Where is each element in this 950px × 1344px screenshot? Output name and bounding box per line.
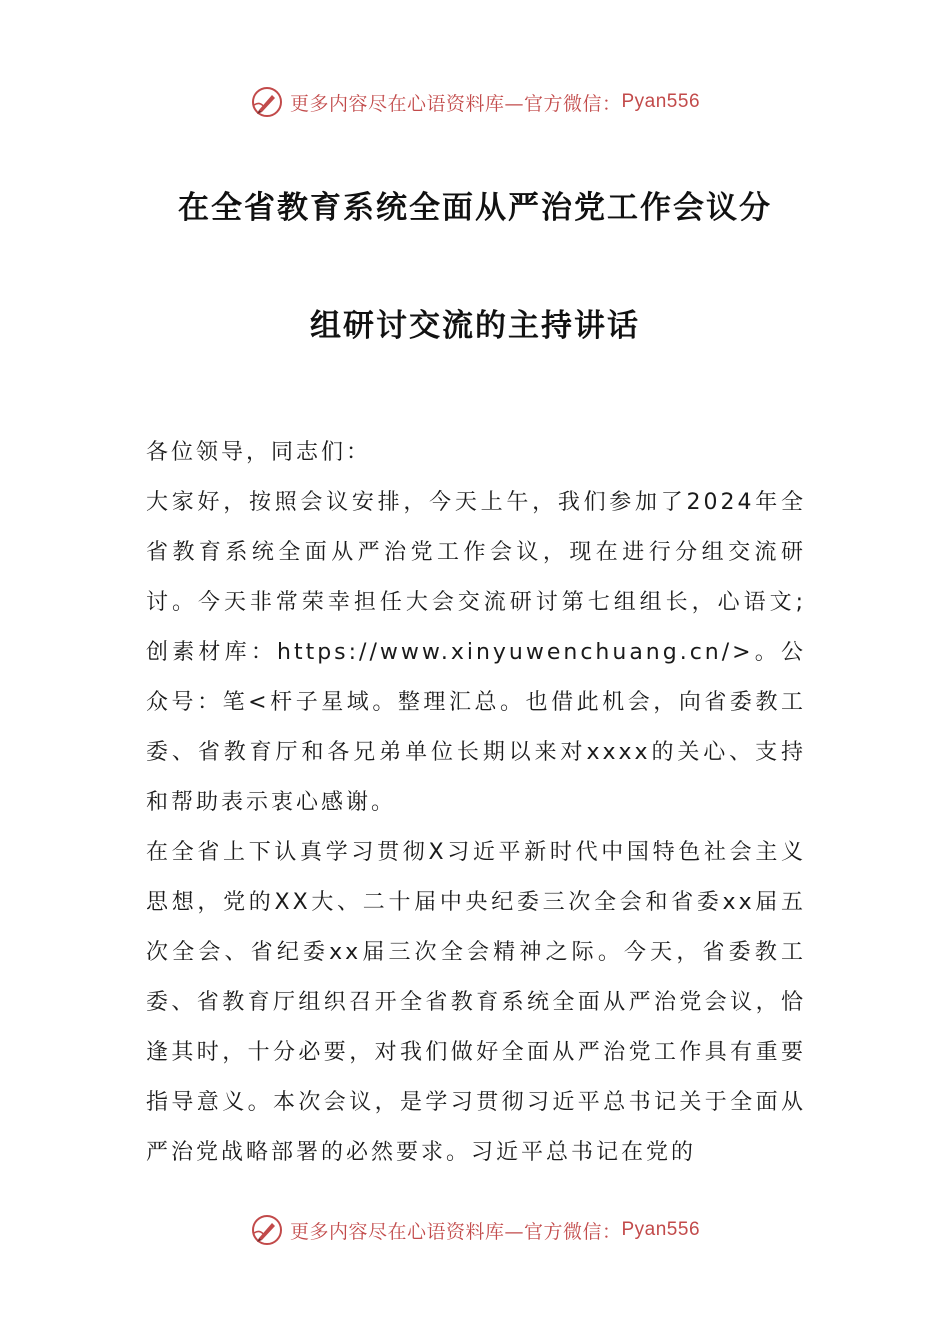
paragraph-2: 在全省上下认真学习贯彻X习近平新时代中国特色社会主义思想，党的XX大、二十届中央纪委三次全会和省委xx届五次全会、省纪委xx届三次全会精神之际。今天，省委教工委、省教育厅组织召开全省教育系统全面从严治党会议，恰逢其时，十分必要，对我们做好全面从严治党工作具有重要指导意义。本次会议，是学习贯彻习近平总书记关于全面从严治党战略部署的必然要求。习近平总书记在党的 — [146, 840, 806, 1165]
pen-logo-icon — [250, 85, 284, 119]
wechat-id: Pyan556 — [621, 91, 701, 112]
document-body — [146, 428, 806, 1178]
greeting: 各位领导，同志们： — [146, 440, 372, 465]
paragraph-1: 大家好，按照会议安排，今天上午，我们参加了2024年全省教育系统全面从严治党工作会议，现在进行分组交流研讨。今天非常荣幸担任大会交流研讨第七组组长，心语文;创素材库：https://www.xinyuwenchuang.cn/>。公众号：笔<杆子星域。整理汇总。也借此机会，向省委教工委、省教育厅和各兄弟单位长期以来对xxxx的关心、支持和帮助表示衷心感谢。 — [146, 490, 806, 815]
watermark-banner-bottom — [0, 1210, 950, 1250]
pen-logo-icon — [250, 1213, 284, 1247]
wechat-id: Pyan556 — [621, 1219, 701, 1240]
watermark-text: 更多内容尽在心语资料库—官方微信： — [289, 92, 622, 115]
document-title-line-2: 组研讨交流的主持讲话 — [310, 308, 640, 344]
watermark-banner-top — [0, 82, 950, 122]
document-title-line-1: 在全省教育系统全面从严治党工作会议分 — [178, 190, 772, 226]
watermark-text: 更多内容尽在心语资料库—官方微信： — [289, 1220, 622, 1243]
